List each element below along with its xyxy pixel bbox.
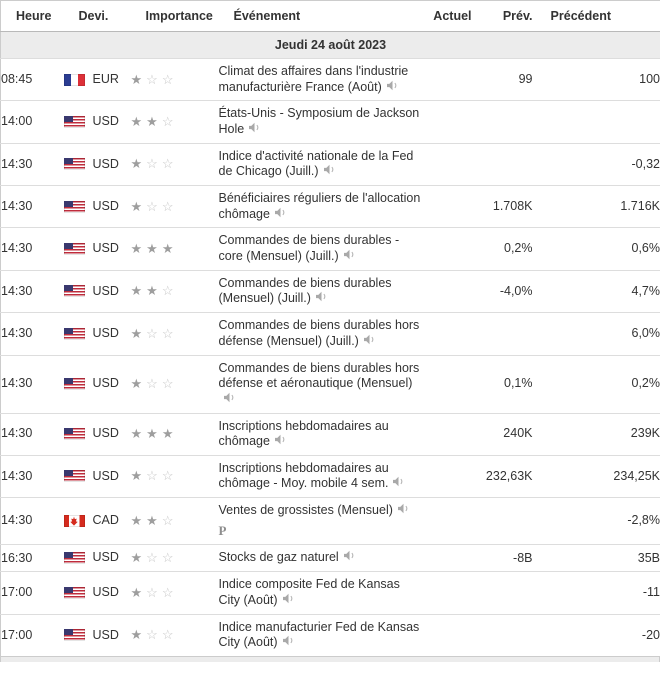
event-cell — [219, 59, 421, 101]
previous-value: -20 — [533, 614, 660, 656]
actual-value — [421, 101, 472, 143]
previous-value: 0,2% — [533, 355, 660, 413]
column-header-importance: Importance — [131, 1, 219, 32]
actual-value — [421, 498, 472, 545]
star-icon: ★ — [161, 240, 174, 256]
previous-value: 1.716K — [533, 186, 660, 228]
star-icon: ☆ — [161, 71, 174, 87]
event-title-link[interactable]: Commandes de biens durables - core (Mensuel) (Juill.) — [218, 233, 400, 264]
preliminary-marker: P — [218, 522, 227, 538]
column-header-currency: Devi. — [64, 1, 131, 32]
event-title-link[interactable]: Climat des affaires dans l'industrie manufacturière France (Août) — [218, 64, 409, 94]
currency-code: USD — [92, 198, 119, 213]
previous-value: 100 — [533, 59, 660, 101]
star-icon: ★ — [130, 283, 143, 299]
date-group-row — [1, 32, 660, 59]
currency-code: USD — [92, 627, 119, 642]
currency-cell — [64, 498, 131, 545]
currency-code: USD — [92, 376, 119, 391]
importance-stars — [131, 186, 219, 228]
us-flag-icon — [64, 158, 85, 170]
us-flag-icon — [64, 428, 85, 440]
star-icon: ☆ — [161, 468, 174, 484]
forecast-value: -4,0% — [472, 270, 533, 312]
currency-code: USD — [92, 585, 119, 600]
importance-stars — [131, 355, 219, 413]
importance-stars — [131, 413, 219, 455]
column-header-previous: Précédent — [533, 1, 660, 32]
importance-stars — [131, 572, 219, 614]
star-icon: ☆ — [146, 627, 158, 643]
event-time: 14:30 — [1, 413, 64, 455]
event-cell — [219, 228, 421, 270]
forecast-value — [472, 572, 533, 614]
us-flag-icon — [64, 552, 85, 564]
actual-value — [421, 228, 472, 270]
event-cell — [219, 313, 421, 355]
importance-stars — [131, 313, 219, 355]
actual-value — [421, 313, 472, 355]
star-icon: ★ — [130, 156, 143, 172]
column-header-time: Heure — [1, 1, 64, 32]
importance-stars — [131, 545, 219, 572]
currency-code: USD — [92, 114, 119, 129]
currency-code: USD — [92, 283, 119, 298]
previous-value: -0,32 — [533, 143, 660, 185]
actual-value — [421, 413, 472, 455]
star-icon: ☆ — [146, 325, 158, 341]
star-icon: ★ — [130, 325, 143, 341]
event-title-link[interactable]: Commandes de biens durables hors défense et aéronautique (Mensuel) — [218, 360, 420, 391]
event-row[interactable] — [1, 614, 660, 656]
us-flag-icon — [64, 470, 85, 482]
speaker-icon[interactable] — [274, 434, 287, 450]
star-icon: ★ — [130, 513, 143, 529]
event-time: 14:30 — [1, 186, 64, 228]
event-cell — [219, 413, 421, 455]
speaker-icon[interactable] — [282, 593, 295, 609]
event-row[interactable] — [1, 270, 660, 312]
event-time: 17:00 — [1, 572, 64, 614]
event-time: 14:30 — [1, 270, 64, 312]
event-row[interactable] — [1, 572, 660, 614]
currency-cell — [64, 186, 131, 228]
event-time: 14:30 — [1, 143, 64, 185]
event-title-link[interactable]: Bénéficiaires réguliers de l'allocation chômage — [218, 191, 421, 221]
importance-stars — [131, 498, 219, 545]
event-row[interactable] — [1, 545, 660, 572]
currency-code: USD — [92, 325, 119, 340]
currency-cell — [64, 614, 131, 656]
star-icon: ★ — [130, 585, 143, 600]
star-icon: ☆ — [161, 198, 174, 214]
event-time: 16:30 — [1, 545, 64, 572]
star-icon: ☆ — [146, 585, 158, 600]
us-flag-icon — [64, 328, 85, 340]
speaker-icon[interactable] — [397, 503, 410, 519]
importance-stars — [131, 59, 219, 101]
forecast-value: 0,2% — [472, 228, 533, 270]
currency-code: USD — [92, 241, 119, 256]
speaker-icon[interactable] — [248, 122, 261, 138]
star-icon: ★ — [130, 426, 143, 442]
event-row[interactable] — [1, 186, 660, 228]
star-icon: ☆ — [146, 156, 158, 172]
star-icon: ☆ — [161, 156, 174, 172]
actual-value — [421, 355, 472, 413]
event-cell — [219, 572, 421, 614]
star-icon: ★ — [130, 468, 143, 484]
currency-code: USD — [92, 156, 119, 171]
event-row[interactable] — [1, 313, 660, 355]
star-icon: ☆ — [161, 585, 174, 600]
currency-cell — [64, 545, 131, 572]
currency-cell — [64, 101, 131, 143]
event-title-link[interactable]: États-Unis - Symposium de Jackson Hole — [218, 106, 420, 137]
previous-value: 0,6% — [533, 228, 660, 270]
speaker-icon[interactable] — [343, 550, 356, 566]
event-time: 14:30 — [1, 455, 64, 497]
star-icon: ☆ — [161, 375, 174, 391]
speaker-icon[interactable] — [343, 249, 356, 265]
star-icon: ☆ — [146, 550, 158, 566]
currency-code: USD — [92, 468, 119, 483]
importance-stars — [131, 270, 219, 312]
event-title-link[interactable]: Ventes de grossistes (Mensuel) — [218, 503, 393, 518]
currency-cell — [64, 572, 131, 614]
speaker-icon[interactable] — [363, 334, 376, 350]
event-time: 14:30 — [1, 228, 64, 270]
star-icon: ★ — [146, 513, 158, 529]
forecast-value: 0,1% — [472, 355, 533, 413]
event-row[interactable] — [1, 59, 660, 101]
star-icon: ★ — [130, 240, 143, 256]
event-cell — [219, 614, 421, 656]
star-icon: ☆ — [161, 325, 174, 341]
forecast-value: 1.708K — [472, 186, 533, 228]
event-title-link[interactable]: Inscriptions hebdomadaires au chômage - Moy. mobile 4 sem. — [218, 460, 389, 491]
currency-code: USD — [92, 550, 119, 565]
event-row[interactable] — [1, 455, 660, 497]
star-icon: ☆ — [161, 627, 174, 643]
actual-value — [421, 614, 472, 656]
star-icon: ★ — [130, 550, 143, 566]
star-icon: ☆ — [146, 375, 158, 391]
event-row[interactable] — [1, 143, 660, 185]
actual-value — [421, 545, 472, 572]
forecast-value — [472, 498, 533, 545]
speaker-icon[interactable] — [392, 476, 405, 492]
forecast-value — [472, 101, 533, 143]
currency-cell — [64, 270, 131, 312]
column-header-forecast: Prév. — [472, 1, 533, 32]
previous-value: 35B — [533, 545, 660, 572]
column-header-actual: Actuel — [421, 1, 472, 32]
previous-value: 6,0% — [533, 313, 660, 355]
date-group-label: Jeudi 24 août 2023 — [1, 32, 660, 59]
importance-stars — [131, 228, 219, 270]
event-title-link[interactable]: Indice manufacturier Fed de Kansas City (Août) — [218, 619, 420, 650]
currency-cell — [64, 228, 131, 270]
us-flag-icon — [64, 378, 85, 390]
event-cell — [219, 455, 421, 497]
forecast-value: 99 — [472, 59, 533, 101]
currency-cell — [64, 313, 131, 355]
star-icon: ★ — [161, 426, 174, 442]
star-icon: ★ — [146, 426, 158, 442]
event-title-link[interactable]: Indice d'activité nationale de la Fed de Chicago (Juill.) — [218, 148, 414, 179]
event-title-link[interactable]: Commandes de biens durables hors défense (Mensuel) (Juill.) — [218, 318, 420, 348]
previous-value: -11 — [533, 572, 660, 614]
currency-cell — [64, 413, 131, 455]
star-icon: ☆ — [161, 550, 174, 566]
star-icon: ★ — [130, 198, 143, 214]
us-flag-icon — [64, 201, 85, 213]
previous-value: 239K — [533, 413, 660, 455]
forecast-value — [472, 313, 533, 355]
actual-value — [421, 143, 472, 185]
actual-value — [421, 186, 472, 228]
star-icon: ★ — [146, 283, 158, 299]
importance-stars — [131, 455, 219, 497]
event-cell — [219, 143, 421, 185]
event-cell — [219, 101, 421, 143]
ca-flag-icon — [64, 515, 85, 527]
forecast-value: 240K — [472, 413, 533, 455]
event-row[interactable] — [1, 228, 660, 270]
currency-cell — [64, 59, 131, 101]
speaker-icon[interactable] — [386, 80, 399, 96]
speaker-icon[interactable] — [274, 207, 287, 223]
event-row[interactable] — [1, 101, 660, 143]
us-flag-icon — [64, 116, 85, 128]
fr-flag-icon — [64, 74, 85, 86]
us-flag-icon — [64, 285, 85, 297]
currency-cell — [64, 455, 131, 497]
event-time: 14:30 — [1, 355, 64, 413]
star-icon: ☆ — [161, 113, 174, 129]
actual-value — [421, 455, 472, 497]
currency-code: CAD — [92, 513, 119, 528]
next-date-group-partial — [0, 656, 660, 662]
star-icon: ☆ — [146, 468, 158, 484]
star-icon: ★ — [146, 240, 158, 256]
currency-cell — [64, 143, 131, 185]
importance-stars — [131, 143, 219, 185]
event-cell — [219, 355, 421, 413]
event-title-link[interactable]: Stocks de gaz naturel — [218, 550, 339, 565]
us-flag-icon — [64, 629, 85, 641]
star-icon: ★ — [130, 71, 143, 87]
event-cell — [219, 186, 421, 228]
event-title-link[interactable]: Indice composite Fed de Kansas City (Août) — [218, 577, 400, 608]
us-flag-icon — [64, 587, 85, 599]
event-row[interactable] — [1, 498, 660, 545]
us-flag-icon — [64, 243, 85, 255]
forecast-value — [472, 143, 533, 185]
event-time: 17:00 — [1, 614, 64, 656]
speaker-icon[interactable] — [315, 291, 328, 307]
event-time: 14:30 — [1, 313, 64, 355]
previous-value — [533, 101, 660, 143]
event-time: 14:00 — [1, 101, 64, 143]
actual-value — [421, 572, 472, 614]
importance-stars — [131, 101, 219, 143]
star-icon: ★ — [130, 375, 143, 391]
previous-value: 234,25K — [533, 455, 660, 497]
event-title-link[interactable]: Inscriptions hebdomadaires au chômage — [218, 418, 389, 449]
column-header-event: Événement — [219, 1, 421, 32]
event-cell — [219, 545, 421, 572]
star-icon: ☆ — [161, 513, 174, 529]
speaker-icon[interactable] — [282, 635, 295, 651]
speaker-icon[interactable] — [223, 392, 236, 408]
calendar-header — [1, 1, 660, 32]
previous-value: 4,7% — [533, 270, 660, 312]
event-time: 14:30 — [1, 498, 64, 545]
forecast-value: 232,63K — [472, 455, 533, 497]
star-icon: ★ — [146, 113, 158, 129]
speaker-icon[interactable] — [323, 164, 336, 180]
forecast-value — [472, 614, 533, 656]
star-icon: ★ — [130, 627, 143, 643]
currency-code: USD — [92, 426, 119, 441]
star-icon: ☆ — [146, 71, 158, 87]
importance-stars — [131, 614, 219, 656]
event-title-link[interactable]: Commandes de biens durables (Mensuel) (Juill.) — [218, 275, 392, 306]
currency-cell — [64, 355, 131, 413]
event-cell — [219, 498, 421, 545]
forecast-value: -8B — [472, 545, 533, 572]
star-icon: ☆ — [146, 198, 158, 214]
event-time: 08:45 — [1, 59, 64, 101]
star-icon: ☆ — [161, 283, 174, 299]
event-row[interactable] — [1, 355, 660, 413]
actual-value — [421, 270, 472, 312]
event-row[interactable] — [1, 413, 660, 455]
event-cell — [219, 270, 421, 312]
actual-value — [421, 59, 472, 101]
previous-value: -2,8% — [533, 498, 660, 545]
currency-code: EUR — [92, 71, 119, 86]
star-icon: ★ — [130, 113, 143, 129]
